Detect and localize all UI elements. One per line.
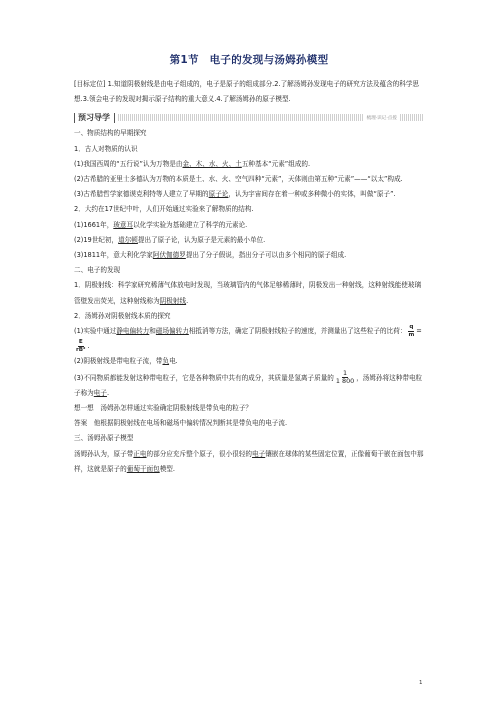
- part3-heading: 三、汤姆孙原子模型: [74, 434, 134, 443]
- section-header-stripes-end: [400, 114, 424, 121]
- blank-answer: 金、木、水、火、土: [182, 159, 242, 168]
- objectives-label: [目标定位]: [74, 80, 106, 88]
- section-header: [74, 111, 424, 124]
- part2-sub2: 2．汤姆孙对阴极射线本质的探究: [74, 311, 171, 320]
- part1-sub1: 1．古人对物质的认识: [74, 144, 138, 153]
- section-header-label: 预习导学: [74, 113, 115, 123]
- part2-item3: (3)不同物质都能发射这种带电粒子，它是各种物质中共有的成分，其质量是氢离子质量的 $\frac{1}{1 800}$ ，汤姆孙将这种带电粒子称为电子.: [74, 368, 423, 397]
- part2-sub1: 1．阴极射线：科学家研究稀薄气体放电时发现，当玻璃管内的气体足够稀薄时，阴极发出一种射线，这种射线能使玻璃管壁发出荧光，这种射线称为阴极射线.: [74, 281, 422, 305]
- blank-answer: 阴极射线: [159, 296, 187, 305]
- document-content: [74, 52, 424, 477]
- part3-text: 汤姆孙认为，原子带正电的部分应充斥整个原子，很小很轻的电子镶嵌在球体的某些固定位置，正像葡萄干嵌在面包中那样，这就是原子的葡萄干面包模型.: [74, 449, 424, 473]
- part1-item1: (1)我国西周的“五行说”认为万物是由金、木、水、火、土五种基本“元素”组成的.: [74, 159, 311, 168]
- blank-answer: 正电: [133, 449, 147, 458]
- blank-answer: 葡萄干面包: [126, 464, 160, 473]
- part1-item5: (2)19世纪初，道尔顿提出了原子论，认为原子是元素的最小单位.: [74, 235, 266, 244]
- blank-answer: 玻意耳: [113, 220, 134, 229]
- part2-item1: (1)实验中通过静电偏转力和磁场偏转力相抵消等方法，确定了阴极射线粒子的速度，并测量出了这些粒子的比荷： $\frac{q}{m}$ = $\frac{E}{\text{rB²}}$ .: [74, 324, 422, 353]
- blank-answer: 电子: [252, 449, 266, 458]
- part1-item6: (3)1811年，意大利化学家阿伏伽德罗提出了分子假说，指出分子可以由多个相同的原子组成.: [74, 251, 347, 260]
- part2-heading: 二、电子的发现: [74, 266, 121, 275]
- page-title: 第1节 电子的发现与汤姆孙模型: [169, 54, 329, 66]
- section-header-tag: 梳理·识记·点拨: [366, 115, 397, 121]
- part1-item2: (2)古希腊的亚里士多德认为万物的本质是土、水、火、空气四种“元素”，天体则由第五种“元素”——“以太”构成.: [74, 175, 403, 184]
- part1-item4: (1)1661年，玻意耳以化学实验为基础建立了科学的元素论.: [74, 220, 248, 229]
- blank-answer: 道尔顿: [118, 235, 138, 244]
- part1-sub2: 2．大约在17世纪中叶，人们开始通过实验来了解物质的结构.: [74, 205, 254, 214]
- learning-objectives: [74, 77, 424, 107]
- objectives-text: 1.知道阴极射线是由电子组成的，电子是原子的组成部分.2.了解汤姆孙发现电子的研究方法及蕴含的科学思想.3.领会电子的发现对揭示原子结构的重大意义.4.了解汤姆孙的原子模型.: [74, 80, 420, 104]
- blank-answer: 负: [162, 357, 170, 366]
- field-fraction: $\frac{E}{\text{rB²}}$: [76, 339, 86, 353]
- part2-item2: (2)阴极射线是带电粒子流，带负电.: [74, 357, 178, 366]
- mass-ratio-fraction: $\frac{1}{1 800}$: [335, 368, 355, 386]
- blank-answer: 阿伏伽德罗: [152, 251, 186, 260]
- think-question: 想一想 汤姆孙怎样通过实验确定阴极射线是带负电的粒子？: [74, 403, 253, 412]
- page-number: 1: [419, 680, 423, 686]
- section-header-stripes: [118, 114, 364, 121]
- blank-answer: 静电偏转力: [116, 327, 150, 336]
- blank-answer: 原子论: [208, 190, 229, 199]
- think-answer: 答案 他根据阴极射线在电场和磁场中偏转情况判断其是带负电的电子流.: [74, 419, 288, 428]
- blank-answer: 电子: [93, 388, 107, 397]
- blank-answer: 磁场偏转力: [155, 327, 189, 336]
- charge-mass-fraction: $\frac{q}{m}$: [408, 324, 415, 338]
- part1-heading: 一、物质结构的早期探究: [74, 129, 147, 138]
- part1-item3: (3)古希腊哲学家德谟克利特等人建立了早期的原子论，认为宇宙间存在着一种或多种微小的实体，叫做“原子”.: [74, 190, 396, 199]
